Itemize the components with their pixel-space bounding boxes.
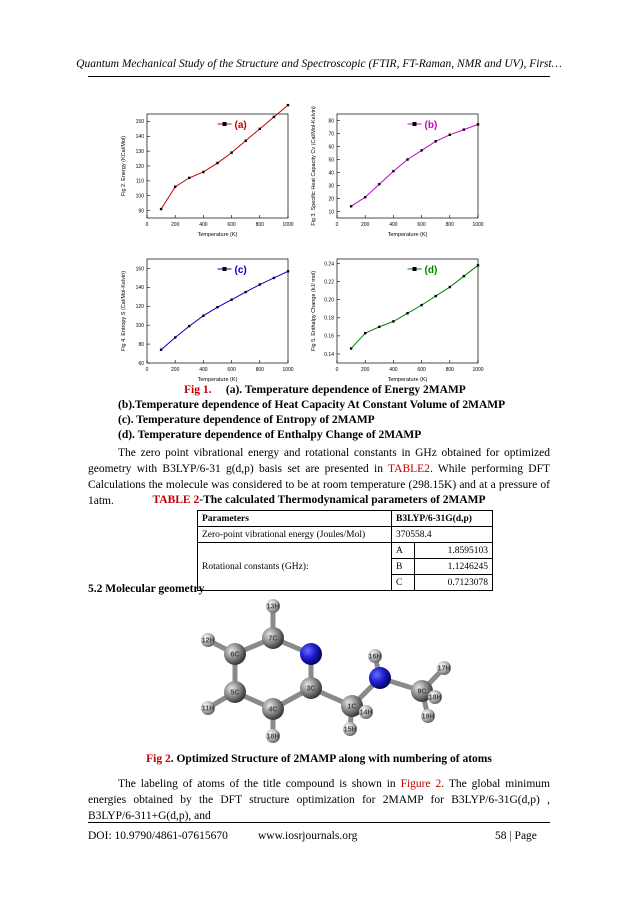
figure1-caption-a: (a). Temperature dependence of Energy 2MAMP [225, 384, 466, 396]
atom-6c-3 [224, 643, 246, 665]
y-tick-label: 0.24 [324, 261, 334, 268]
chart-svg-d [305, 255, 484, 387]
data-point [287, 270, 289, 272]
atom-18h-9 [266, 729, 280, 743]
running-header: Quantum Mechanical Study of the Structure and Spectroscopic (FTIR, FT-Raman, NMR and UV), First… [76, 58, 562, 70]
plot-frame [337, 114, 478, 218]
figure1-caption-d: (d). Temperature dependence of Enthalpy Change of 2MAMP [118, 429, 422, 441]
svg-text:17H: 17H [437, 665, 451, 673]
y-tick-label: 90 [138, 208, 144, 215]
y-axis-label: Fig 3. Specific Heat Capacity Cv (Cal/Mol-Kelvin) [311, 106, 317, 226]
x-tick-label: 200 [171, 222, 180, 228]
data-point [406, 312, 408, 314]
plot-frame [337, 259, 478, 363]
svg-text:7C: 7C [268, 635, 278, 643]
y-tick-label: 60 [138, 360, 144, 367]
legend-label: (d) [424, 265, 438, 276]
chart-svg-b [305, 106, 484, 242]
data-point [392, 320, 394, 322]
svg-text:16H: 16H [368, 653, 382, 661]
rot-value-a: 1.8595103 [415, 543, 493, 559]
data-point [463, 128, 465, 130]
table-header-parameters: Parameters [198, 511, 392, 527]
data-point [287, 104, 289, 106]
y-tick-label: 140 [135, 285, 144, 292]
plot-frame [147, 259, 288, 363]
y-axis-label: Fig 5. Enthalpy Change (kJ/ mol) [311, 270, 317, 352]
x-tick-label: 800 [255, 222, 264, 228]
data-point [202, 315, 204, 317]
legend-label: (c) [234, 265, 247, 276]
figure1-caption-b: (b).Temperature dependence of Heat Capacity At Constant Volume of 2MAMP [118, 399, 506, 411]
table2-title [0, 493, 638, 508]
footer-doi: DOI: 10.9790/4861-07615670 [88, 830, 228, 842]
x-tick-label: 0 [335, 367, 339, 373]
svg-text:18H: 18H [428, 694, 442, 702]
y-tick-label: 0.18 [324, 315, 334, 322]
table2-title-text: -The calculated Thermodynamical parameters of 2MAMP [199, 494, 486, 506]
series-line-d [351, 265, 478, 348]
data-point [378, 326, 380, 328]
figure1-label: Fig 1. [184, 384, 212, 396]
x-tick-label: 800 [255, 367, 264, 373]
paragraph-geometry [88, 776, 550, 824]
x-tick-label: 0 [145, 367, 149, 373]
data-point [449, 134, 451, 136]
rot-axis-b: B [392, 559, 415, 575]
chart-d [305, 255, 484, 392]
plot-frame [147, 114, 288, 218]
data-point [174, 186, 176, 188]
svg-text:19H: 19H [421, 713, 435, 721]
y-tick-label: 110 [136, 178, 144, 185]
footer-site[interactable]: www.iosrjournals.org [258, 830, 358, 842]
chart-svg-a [115, 110, 294, 242]
molecule-bonds [208, 603, 444, 736]
svg-text:4C: 4C [268, 706, 278, 714]
table-row [198, 527, 493, 543]
y-tick-label: 80 [328, 118, 334, 125]
data-point [230, 298, 232, 300]
data-point [160, 208, 162, 210]
table2-link[interactable]: TABLE2 [388, 463, 430, 475]
figure2-caption-text: . Optimized Structure of 2MAMP along with numbering of atoms [170, 753, 492, 765]
data-point [202, 171, 204, 173]
x-axis-label: Temperature (K) [387, 377, 428, 383]
x-tick-label: 1000 [282, 222, 294, 228]
x-tick-label: 1000 [282, 367, 294, 373]
footer-page: 58 | Page [495, 830, 537, 842]
data-point [435, 140, 437, 142]
chart-svg-c [115, 255, 294, 387]
data-point [463, 275, 465, 277]
y-tick-label: 70 [328, 131, 334, 138]
y-axis-label: Fig 2. Energy (KCal/Mol) [121, 135, 127, 197]
atom-3c-6 [300, 677, 322, 699]
paragraph-thermo-text-end: . While performing DFT Calculations the molecule was considered to be at room temperature (298.15K) and at a pressure of 1atm. [88, 463, 550, 507]
data-point [477, 123, 479, 125]
x-tick-label: 400 [199, 367, 208, 373]
zpe-label: Zero-point vibrational energy (Joules/Mol) [198, 527, 392, 543]
atom-19h-18 [421, 709, 435, 723]
x-axis-label: Temperature (K) [197, 232, 238, 238]
y-tick-label: 150 [135, 119, 144, 126]
svg-text:18H: 18H [266, 733, 280, 741]
chart-a [115, 110, 294, 247]
paragraph-geometry-text-end: . The global minimum energies obtained by the DFT structure optimization for 2MAMP for B3LYP/6-31G(d,p) , B3LYP/6-311+G(d,p), and [88, 778, 550, 822]
y-tick-label: 130 [135, 148, 144, 155]
legend-label: (b) [424, 120, 438, 131]
footer-rule [88, 822, 550, 823]
legend-label: (a) [234, 120, 247, 131]
series-line-a [161, 105, 288, 209]
svg-text:15H: 15H [343, 726, 357, 734]
legend-marker [413, 122, 417, 126]
x-tick-label: 200 [361, 222, 370, 228]
figure1-caption [118, 383, 588, 443]
y-tick-label: 0.16 [324, 333, 334, 340]
data-point [273, 277, 275, 279]
series-line-b [351, 124, 478, 206]
y-tick-label: 20 [328, 196, 334, 203]
x-tick-label: 0 [335, 222, 339, 228]
figure1-caption-c: (c). Temperature dependence of Entropy of 2MAMP [118, 414, 375, 426]
data-point [216, 162, 218, 164]
atom-18h-17 [428, 690, 442, 704]
data-point [477, 264, 479, 266]
atom-15h-11 [343, 722, 357, 736]
atom-17h-16 [437, 661, 451, 675]
y-tick-label: 0.14 [324, 351, 334, 358]
atom-n-14 [369, 667, 391, 689]
atom-n-4 [300, 643, 322, 665]
svg-text:6C: 6C [230, 651, 240, 659]
data-point [364, 196, 366, 198]
data-point [406, 158, 408, 160]
x-tick-label: 600 [227, 367, 236, 373]
svg-text:13H: 13H [266, 603, 280, 611]
x-tick-label: 400 [389, 367, 398, 373]
data-point [259, 128, 261, 130]
data-point [350, 347, 352, 349]
atom-13h-0 [266, 599, 280, 613]
data-point [420, 304, 422, 306]
section-heading: 5.2 Molecular geometry [88, 583, 205, 595]
data-point [188, 325, 190, 327]
svg-text:11H: 11H [201, 705, 215, 713]
table-header-method: B3LYP/6-31G(d,p) [392, 511, 493, 527]
svg-text:14H: 14H [359, 709, 373, 717]
svg-text:3C: 3C [306, 685, 316, 693]
series-line-c [161, 271, 288, 349]
rotational-label: Rotational constants (GHz): [198, 543, 392, 591]
data-point [392, 170, 394, 172]
atom-4c-7 [262, 698, 284, 720]
data-point [273, 116, 275, 118]
y-tick-label: 80 [138, 341, 144, 348]
x-tick-label: 1000 [472, 222, 484, 228]
data-point [435, 295, 437, 297]
x-tick-label: 200 [171, 367, 180, 373]
rot-value-b: 1.1246245 [415, 559, 493, 575]
zpe-value: 370558.4 [392, 527, 493, 543]
svg-text:9C: 9C [417, 688, 427, 696]
x-tick-label: 0 [145, 222, 149, 228]
table-row [198, 543, 493, 559]
data-point [188, 177, 190, 179]
x-tick-label: 600 [227, 222, 236, 228]
x-tick-label: 600 [417, 367, 426, 373]
atom-5c-5 [224, 681, 246, 703]
data-point [259, 283, 261, 285]
svg-text:12H: 12H [201, 637, 215, 645]
svg-text:1C: 1C [347, 703, 357, 711]
atom-16h-13 [368, 649, 382, 663]
atom-12h-2 [201, 633, 215, 647]
data-point [245, 140, 247, 142]
y-tick-label: 40 [328, 170, 334, 177]
molecule-atoms [201, 599, 451, 743]
y-tick-label: 120 [135, 163, 144, 170]
atom-7c-1 [262, 627, 284, 649]
rot-axis-c: C [392, 575, 415, 591]
x-axis-label: Temperature (K) [387, 232, 428, 238]
data-point [160, 349, 162, 351]
legend-marker [223, 122, 227, 126]
data-point [449, 286, 451, 288]
chart-c [115, 255, 294, 392]
x-axis-label: Temperature (K) [197, 377, 238, 383]
x-tick-label: 800 [445, 367, 454, 373]
data-point [245, 291, 247, 293]
table-header-row [198, 511, 493, 527]
y-tick-label: 0.20 [324, 297, 334, 304]
x-tick-label: 400 [389, 222, 398, 228]
y-tick-label: 10 [328, 209, 334, 216]
table2-label: TABLE 2 [152, 494, 200, 506]
rot-value-c: 0.7123078 [415, 575, 493, 591]
x-tick-label: 400 [199, 222, 208, 228]
legend-marker [223, 267, 227, 271]
chart-b [305, 106, 484, 247]
data-point [378, 183, 380, 185]
y-tick-label: 100 [135, 193, 144, 200]
paragraph-geometry-text: The labeling of atoms of the title compound is shown in [118, 778, 401, 790]
data-point [230, 151, 232, 153]
x-tick-label: 800 [445, 222, 454, 228]
atom-11h-8 [201, 701, 215, 715]
paragraph-thermo-text: The zero point vibrational energy and rotational constants in GHz obtained for optimized geometry with B3LYP/6-31 g(d,p) basis set are presented in [88, 447, 550, 475]
y-axis-label: Fig 4. Entropy S (Cal/Mol-Kelvin) [121, 270, 127, 352]
y-tick-label: 100 [135, 322, 144, 329]
atom-14h-12 [359, 705, 373, 719]
svg-text:5C: 5C [230, 689, 240, 697]
x-tick-label: 200 [361, 367, 370, 373]
data-point [216, 306, 218, 308]
legend-marker [413, 267, 417, 271]
rot-axis-a: A [392, 543, 415, 559]
figure2-label: Fig 2 [146, 753, 171, 765]
molecule-structure [180, 596, 470, 746]
x-tick-label: 600 [417, 222, 426, 228]
y-tick-label: 0.22 [324, 279, 334, 286]
y-tick-label: 30 [328, 183, 334, 190]
data-point [420, 149, 422, 151]
x-tick-label: 1000 [472, 367, 484, 373]
y-tick-label: 50 [328, 157, 334, 164]
y-tick-label: 120 [135, 304, 144, 311]
header-rule [88, 76, 550, 77]
data-point [174, 336, 176, 338]
figure2-link[interactable]: Figure 2 [400, 778, 442, 790]
data-point [364, 332, 366, 334]
figure2-caption [0, 752, 638, 767]
y-tick-label: 140 [135, 134, 144, 141]
y-tick-label: 60 [328, 144, 334, 151]
y-tick-label: 160 [135, 266, 144, 273]
data-point [350, 205, 352, 207]
thermo-table [197, 510, 493, 591]
